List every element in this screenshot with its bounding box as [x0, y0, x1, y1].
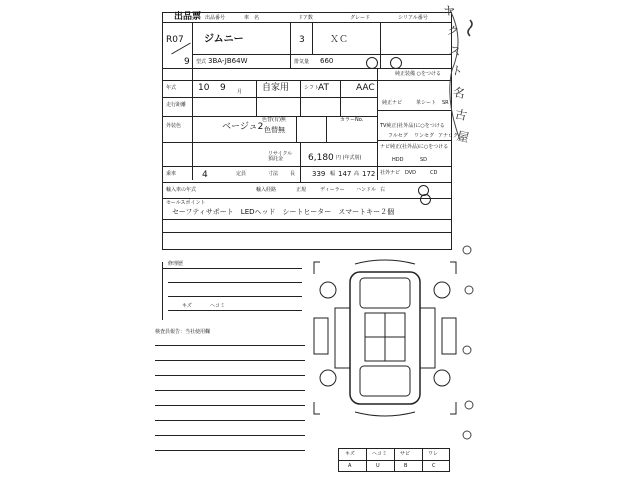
- repair-note-label: 修理歴: [168, 261, 184, 267]
- exterior-color: ベージュ2: [222, 122, 264, 132]
- year: 10: [198, 83, 210, 93]
- model-code: 3BA-JB64W: [208, 57, 248, 65]
- color-change: 色替無: [264, 126, 285, 134]
- shift: AT: [318, 83, 329, 93]
- options-title-navi: ナビ純正(社外品)に○をつける: [380, 144, 449, 150]
- air-conditioner: AAC: [356, 83, 375, 93]
- lot-sub: 9: [184, 57, 190, 67]
- options-title-tv: TV純正(社外品)に○をつける: [380, 123, 445, 129]
- handwriting-marks: [440, 0, 485, 170]
- grade: ＸＣ: [330, 35, 349, 45]
- displacement: 660: [320, 57, 334, 65]
- lot-label: R07: [166, 35, 184, 45]
- sales-point-text: セーフティサポート LEDヘッド シートヒーター スマートキー２個: [172, 208, 395, 216]
- width: 147: [338, 170, 352, 178]
- dealer-stamp: ヤ ク ス ト 名 古 屋: [441, 2, 471, 146]
- recycle-value: 6,180: [308, 153, 334, 163]
- length: 339: [312, 170, 326, 178]
- inspection-note-label: 検査員報告：当社使用欄: [155, 329, 211, 335]
- seat-count: 4: [202, 170, 208, 180]
- car-name: ジムニー: [204, 34, 244, 45]
- door-count: 3: [299, 35, 305, 45]
- options-title-standard: 純正装備 ○をつける: [395, 71, 441, 77]
- sales-point-label: セールスポイント: [166, 200, 206, 206]
- month: 9: [220, 83, 226, 93]
- car-diagram: [310, 258, 460, 418]
- usage: 自家用: [262, 83, 290, 93]
- form-title: 出品票: [174, 12, 202, 22]
- option-circle-2: [420, 194, 431, 205]
- height: 172: [362, 170, 376, 178]
